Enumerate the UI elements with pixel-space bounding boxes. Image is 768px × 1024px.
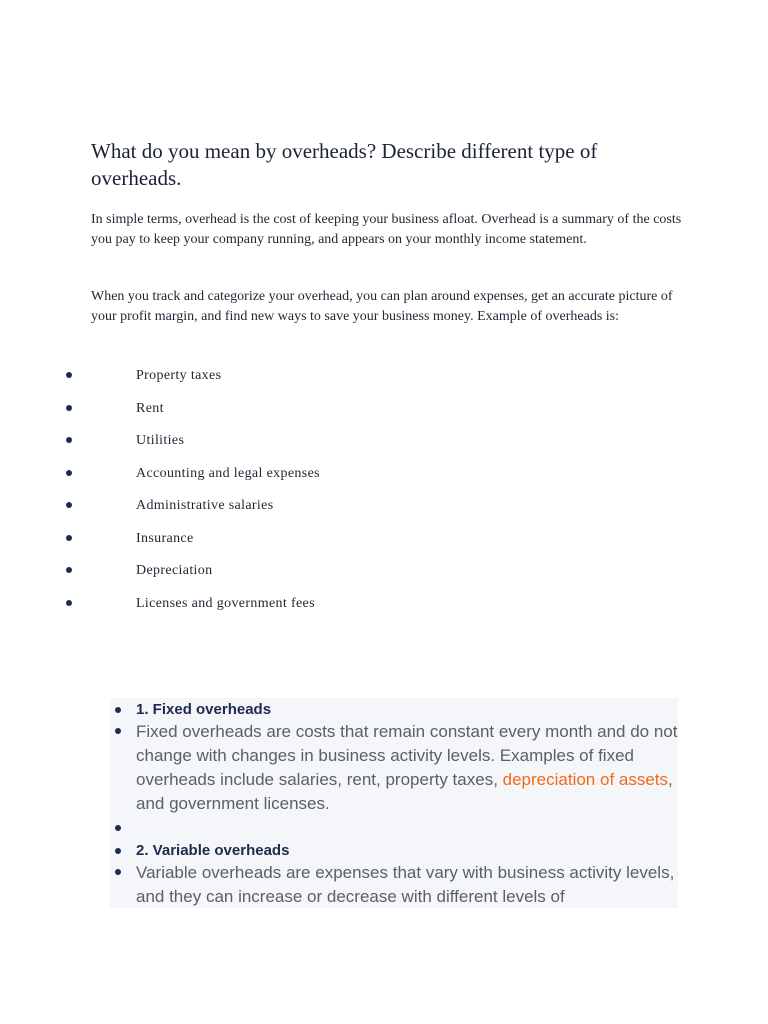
bullet-icon: [66, 437, 72, 443]
bullet-icon: [66, 470, 72, 476]
bullet-icon: [115, 728, 121, 734]
list-item: [0, 366, 500, 386]
bullet-icon: [66, 405, 72, 411]
list-item: [0, 431, 500, 451]
bullet-icon: [66, 372, 72, 378]
bullet-icon: [66, 600, 72, 606]
list-item-text: Depreciation: [136, 563, 213, 578]
list-item: [0, 529, 500, 549]
variable-overheads-description: Variable overheads are expenses that vary with business activity levels, and they can increase or decrease with different levels of: [136, 863, 675, 906]
list-item: [0, 464, 500, 484]
bullet-icon: [66, 535, 72, 541]
document-title: What do you mean by overheads? Describe different type of overheads.: [91, 139, 598, 190]
variable-overheads-heading: 2. Variable overheads: [136, 842, 290, 859]
list-item-text: Accounting and legal expenses: [136, 465, 320, 481]
fixed-overheads-text-end: , and government licenses.: [136, 770, 673, 813]
overhead-types-box: [110, 698, 678, 908]
list-item-text: Rent: [136, 400, 164, 416]
list-item-text: Licenses and government fees: [136, 595, 315, 611]
bullet-icon: [115, 707, 121, 713]
bullet-icon: [115, 825, 121, 831]
list-item-text: Insurance: [136, 530, 194, 546]
fixed-overheads-description: [136, 720, 678, 816]
bullet-icon: [66, 567, 72, 573]
bullet-icon: [115, 848, 121, 854]
list-item-text: Administrative salaries: [136, 498, 274, 513]
intro-paragraph: In simple terms, overhead is the cost of keeping your business afloat. Overhead is a summary of the costs you pay to keep your company running, and appears on your monthly income statement.: [91, 212, 682, 247]
list-item: [0, 399, 500, 419]
bullet-icon: [115, 869, 121, 875]
list-item: [0, 496, 500, 516]
list-item-text: Property taxes: [136, 368, 222, 383]
bullet-icon: [66, 502, 72, 508]
list-item-text: Utilities: [136, 433, 185, 448]
list-item: [0, 594, 500, 614]
list-item: [0, 561, 500, 581]
tracking-paragraph: When you track and categorize your overhead, you can plan around expenses, get an accurate picture of your profit margin, and find new ways to save your business money. Example of overheads is:: [91, 289, 673, 324]
fixed-overheads-heading: 1. Fixed overheads: [136, 701, 272, 718]
depreciation-of-assets-link[interactable]: depreciation of assets: [502, 770, 669, 789]
fixed-overheads-text: Fixed overheads are costs that remain constant every month and do not change with changes in business activity levels. Examples of fixed overheads include salaries, rent, property taxes,: [136, 722, 678, 789]
